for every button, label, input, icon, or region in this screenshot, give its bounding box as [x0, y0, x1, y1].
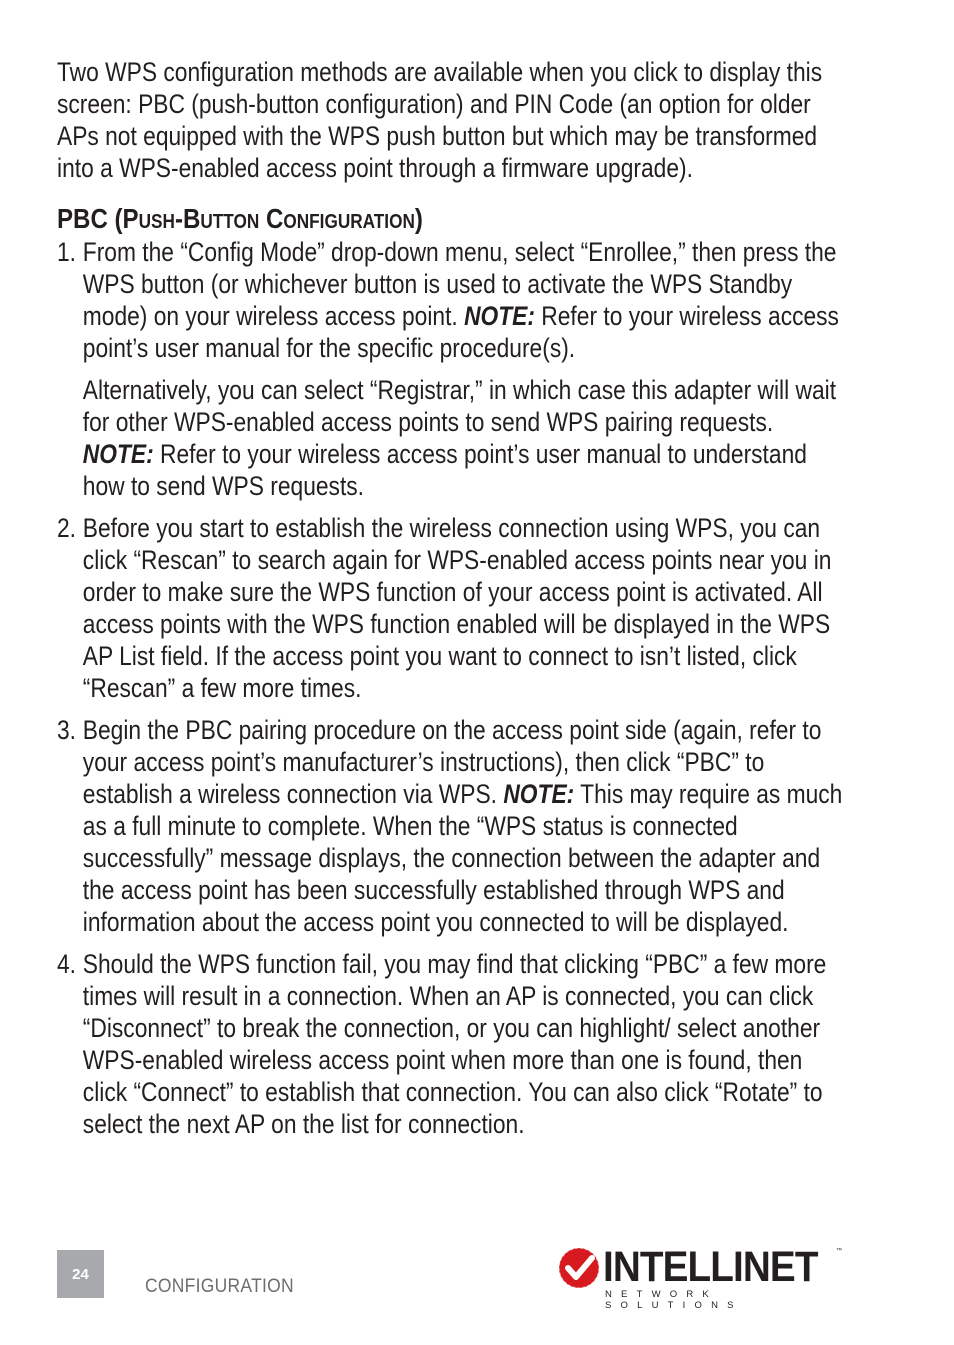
- heading-part: ush: [138, 203, 175, 234]
- step-number: 2.: [57, 513, 77, 543]
- heading-part: onfiguration: [283, 203, 415, 234]
- trademark-symbol: ™: [836, 1248, 842, 1254]
- heading-part: PBC (P: [57, 203, 139, 234]
- step-paragraph: Should the WPS function fail, you may find that clicking “PBC” a few more times will result in a connection. When an AP is connected, you can click “Disconnect” to break the connection, or you can highlight/ select another WPS-enabled wireless access point when more than one is found, then click “Connect” to establish that connection. You can also click “Rotate” to select the next AP on the list for connection.: [82, 949, 827, 1139]
- checkmark-circle-icon: [557, 1246, 601, 1290]
- note-label: NOTE:: [503, 779, 575, 809]
- page-number-badge: 24: [57, 1250, 104, 1298]
- steps-list: [57, 236, 846, 1140]
- logo-tagline: NETWORK SOLUTIONS: [605, 1289, 743, 1311]
- list-item: [57, 236, 846, 502]
- step-paragraph: [83, 714, 847, 938]
- note-label: NOTE:: [464, 301, 535, 331]
- heading-part: ): [414, 203, 423, 234]
- list-item: [57, 714, 846, 938]
- list-item: [57, 948, 846, 1140]
- list-item: [57, 512, 846, 704]
- page-content: [57, 56, 846, 1150]
- logo-wordmark: INTELLINET: [603, 1243, 818, 1291]
- heading-part: utton: [200, 203, 260, 234]
- step-paragraph: [83, 374, 847, 502]
- heading-part: C: [259, 203, 284, 234]
- section-label: CONFIGURATION: [145, 1276, 294, 1297]
- step-text: This may require as much as a full minute to complete. When the “WPS status is connected successfully” message displays, the connection between the adapter and the access point has been successfully established through WPS and information about the access point you connected to will be displayed.: [82, 779, 843, 937]
- step-number: 3.: [57, 715, 77, 745]
- step-text: Begin the PBC pairing procedure on the access point side (again, refer to your access point’s manufacturer’s instructions), then click “PBC” to establish a wireless connection via WPS.: [82, 715, 822, 809]
- step-number: 1.: [57, 237, 77, 267]
- step-paragraph: Before you start to establish the wireless connection using WPS, you can click “Rescan” to search again for WPS-enabled access points near you in order to make sure the WPS function of your access point is activated. All access points with the WPS function enabled will be displayed in the WPS AP List field. If the access point you want to connect to isn’t listed, click “Rescan” a few more times.: [82, 513, 832, 703]
- step-number: 4.: [57, 949, 77, 979]
- step-text: Refer to your wireless access point’s user manual for the specific procedure(s).: [82, 301, 839, 363]
- heading-part: -B: [174, 203, 201, 234]
- step-text: Alternatively, you can select “Registrar,” in which case this adapter will wait for other WPS-enabled access points to send WPS pairing requests.: [82, 375, 837, 437]
- step-text: From the “Config Mode” drop-down menu, select “Enrollee,” then press the WPS button (or whichever button is used to activate the WPS Standby mode) on your wireless access point.: [82, 237, 837, 331]
- intro-paragraph: Two WPS configuration methods are available when you click to display this screen: PBC (push-button configuration) and PIN Code (an option for older APs not equipped with the WPS push button but which may be transformed into a WPS-enabled access point through a firmware upgrade).: [57, 57, 823, 183]
- intellinet-logo: [557, 1243, 847, 1311]
- step-paragraph: [83, 236, 847, 364]
- note-label: NOTE:: [82, 439, 154, 469]
- step-text: Refer to your wireless access point’s user manual to understand how to send WPS requests.: [82, 439, 807, 501]
- section-heading: [57, 202, 846, 236]
